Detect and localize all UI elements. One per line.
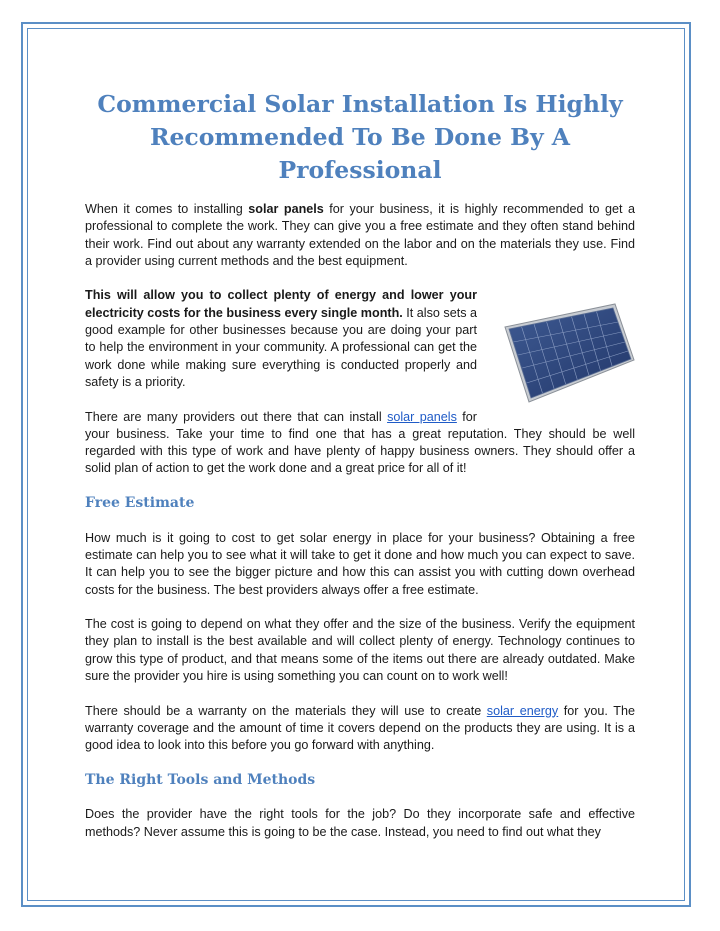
- solar-panel-image: [495, 302, 635, 407]
- link-solar-energy[interactable]: solar energy: [486, 703, 559, 718]
- paragraph-providers: [85, 409, 635, 478]
- text-run: When it comes to installing: [85, 202, 249, 216]
- text-run: for your business, it is highly recommended to get a professional to complete the work. They can give you a free estimate and they often stand behind their work. Find out about any warranty extended on the labor and on the materials they use. Find a provider using current methods and the best equipment.: [85, 202, 635, 268]
- bold-sentence: This will allow you to collect plenty of energy and lower your electricity costs for the business every single month.: [85, 288, 477, 320]
- text-run: It also sets a good example for other businesses because you are doing your part to help the environment in your community. A professional can get the work done while making sure everything is conducted properly and safety is a priority.: [85, 305, 477, 389]
- link-solar-panels[interactable]: solar panels: [387, 409, 457, 424]
- heading-right-tools: The Right Tools and Methods: [85, 771, 316, 788]
- paragraph-tools: Does the provider have the right tools for the job? Do they incorporate safe and effective methods? Never assume this is going to be the case. Instead, you need to find out what they: [85, 807, 635, 839]
- text-run: There should be a warranty on the materials they will use to create: [85, 703, 487, 718]
- bold-term-solar-panels: solar panels: [248, 202, 324, 216]
- text-run: There are many providers out there that can install: [85, 409, 388, 424]
- paragraph-cost: The cost is going to depend on what they offer and the size of the business. Verify the equipment they plan to install is the best available and will collect plenty of energy. Technology continues to grow this type of product, and that means some of the items out there are already outdated. Make sure the provider you hire is using something you can count on to work well!: [85, 617, 635, 684]
- text-run: for your business. Take your time to find one that has a great reputation. They should be well regarded with this type of work and have plenty of happy business owners. They should offer a solid plan of action to get the work done and a great price for all of it!: [85, 409, 635, 476]
- text-run: for you. The warranty coverage and the amount of time it covers depend on the products they are using. It is a good idea to look into this before you go forward with anything.: [85, 703, 635, 753]
- heading-free-estimate: Free Estimate: [85, 495, 195, 512]
- paragraph-intro: [85, 201, 635, 270]
- document-body: [85, 201, 635, 858]
- document-title: Commercial Solar Installation Is Highly Recommended To Be Done By A Professional: [97, 90, 623, 184]
- paragraph-estimate: How much is it going to cost to get solar energy in place for your business? Obtaining a free estimate can help you to see what it will take to get it done and how much you can expect to save. It can help you to see the bigger picture and how this can assist you with cutting down overhead costs for the business. The best providers always offer a free estimate.: [85, 530, 635, 597]
- paragraph-warranty: [85, 703, 635, 755]
